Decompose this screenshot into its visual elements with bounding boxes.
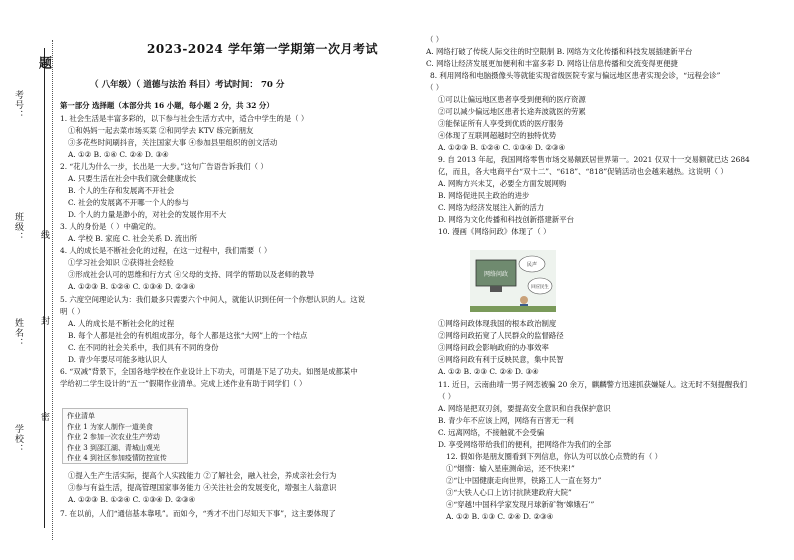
question-line: D. 网络为文化传播和科技创新搭建新平台 bbox=[438, 215, 575, 224]
question-line: ①学习社会知识 ②获得社会经验 bbox=[68, 258, 174, 267]
question-line: ①和妈妈一起去菜市场买菜 ②和同学去 KTV 练完新朋友 bbox=[68, 126, 254, 135]
question-line: 9. 自 2013 年起，我国网络零售市场交易额跃居世界第一。2021 仅双十一交易额就已达 2684 bbox=[438, 155, 750, 164]
question-line: 7. 在以前，人们“通信基本靠吼”。而如今，“秀才不出门尽知天下事”，这主要体现了 bbox=[60, 509, 336, 518]
screen-text: 网络问政 bbox=[483, 271, 509, 278]
question-line: 亿，而且，各大电商平台“双十二”、“618”、“818”促销活动也会越来越热。这说明（ ） bbox=[438, 167, 728, 176]
question-line: 6. “双减”背景下，全国各地学校在作业设计上下功夫，可谓是下足了功夫。如图是成都某中 bbox=[60, 367, 358, 376]
question-line: ③网络问政会影响政府的办事效率 bbox=[438, 343, 549, 352]
school-label: 学校： bbox=[13, 424, 23, 454]
question-line: D. 享受网络带给我们的便利，把网络作为我们的全部 bbox=[438, 440, 611, 449]
question-line: 8. 利用网络和电脑摄像头等就能实现省级医院专家与偏远地区患者实现会诊，“远程会诊” bbox=[430, 71, 721, 80]
homework-item: 作业 4 到社区参加疫情防控宣传 bbox=[67, 454, 167, 463]
question-line: C. 远离网络，不接触就不会受骗 bbox=[438, 428, 545, 437]
homework-item: 作业 1 为家人制作一道美食 bbox=[67, 422, 153, 431]
question-line: A. ①②③ B. ①②④ C. ①③④ D. ②③④ bbox=[68, 495, 196, 504]
question-line: A. 网购方兴未艾，必要全方面发展网购 bbox=[438, 179, 567, 188]
seal-char-feng: 封 bbox=[39, 316, 49, 326]
class-label: 班级： bbox=[13, 212, 23, 242]
seal-char-xian: 线 bbox=[39, 230, 49, 240]
question-line: ③能保证所有人享受到优质的医疗服务 bbox=[438, 119, 564, 128]
question-line: A. 网络打破了传统人际交往的时空限制 B. 网络为文化传播和科技发展插建新平台 bbox=[426, 47, 693, 56]
exam-info-line: （ 八年级）（ 道德与法治 科目）考试时间： 70 分 bbox=[90, 80, 285, 90]
question-line: B. 青少年不应该上网，网络有百害无一利 bbox=[438, 416, 574, 425]
binding-dotted-line bbox=[52, 40, 53, 540]
question-line: ①“烟惰：输入星座测命运，还不快来!” bbox=[446, 464, 575, 473]
question-line: ①网络问政体现我国的根本政治制度 bbox=[438, 319, 557, 328]
question-line: ③形成社会认可的思维和行方式 ④父母的支持、同学的帮助以及老师的教导 bbox=[68, 270, 315, 279]
question-line: 10. 漫画《网络问政》体现了（ ） bbox=[438, 227, 551, 236]
question-line: 学给初二学生设计的“五一”假期作业清单。完成上述作业有助于同学们（ ） bbox=[60, 379, 307, 388]
homework-item: 作业 3 到邵江湖、青城山观光 bbox=[67, 443, 160, 452]
exam-title: 2023-2024 学年第一学期第一次月考试 bbox=[147, 42, 378, 56]
question-line: 5. 六度空间理论认为：我们最多只需要六个中间人，就能认识到任何一个你想认识的人。这说 bbox=[60, 295, 366, 304]
ground-icon bbox=[470, 306, 556, 312]
question-line: A. ①②③ B. ①②④ C. ①③④ D. ②③④ bbox=[438, 143, 566, 152]
question-line: B. 网络促进民主政治的进步 bbox=[438, 191, 530, 200]
seal-char-ti: 题 bbox=[36, 56, 51, 70]
question-line: C. 网络让经济发展更加便利和丰富多彩 D. 网络让信息传播和交流变得更便捷 bbox=[426, 59, 678, 68]
question-line: C. 网络为经济发展注入新的活力 bbox=[438, 203, 545, 212]
question-line: A. 网络是把双刃剑，要提高安全意识和自我保护意识 bbox=[438, 404, 611, 413]
name-label: 姓名： bbox=[13, 318, 23, 348]
question-line: A. ①②③ B. ①②④ C. ①③④ D. ②③④ bbox=[68, 282, 196, 291]
question-line: （ ） bbox=[426, 83, 444, 92]
cartoon-illustration bbox=[470, 250, 556, 312]
question-line: ④“穿越!中国科学家发现月球新矿物‘嫦娥石’” bbox=[446, 500, 595, 509]
question-line: ②网络问政拓宽了人民群众的监督路径 bbox=[438, 331, 564, 340]
question-line: 1. 社会生活是丰富多彩的，以下参与社会生活方式中，适合中学生的是（ ） bbox=[60, 114, 309, 123]
question-line: D. 青少年要尽可能多地认识人 bbox=[68, 355, 168, 364]
binding-margin bbox=[0, 0, 58, 560]
section-heading: 第一部分 选择题（本部分共 16 小题，每小题 2 分，共 32 分） bbox=[60, 101, 274, 110]
question-line: 11. 近日，云南曲靖一男子网恋被骗 20 余万，麒麟警方迅速抓获嫌疑人。这无时不刻提醒我们 bbox=[438, 380, 748, 389]
computer-stand-icon bbox=[490, 286, 502, 292]
binding-line bbox=[44, 48, 45, 528]
question-line: （ ） bbox=[438, 392, 456, 401]
question-line: ③多花些时间刷抖音，关注国家大事 ④参加县里组织的创文活动 bbox=[68, 138, 278, 147]
bubble-text: 回应民生 bbox=[531, 285, 549, 290]
bubble-text: 民声 bbox=[526, 262, 538, 268]
question-line: A. 学校 B. 家庭 C. 社会关系 D. 流出所 bbox=[68, 234, 197, 243]
question-line: 4. 人的成长是不断社会化的过程，在这一过程中，我们需要（ ） bbox=[60, 246, 272, 255]
question-line: ④网络问政有利于反映民意，集中民智 bbox=[438, 355, 564, 364]
question-line: 12. 假如你是朋友圈看到下列信息，你认为可以放心点赞的有（ ） bbox=[446, 452, 663, 461]
seal-char-mi: 密 bbox=[39, 412, 49, 422]
question-line: B. 每个人都是社会的有机组成部分，每个人都是这张“大网”上的一个结点 bbox=[68, 331, 308, 340]
question-line: A. ①② B. ②③ C. ②④ D. ③④ bbox=[438, 367, 539, 376]
question-line: 3. 人的身份是（ ）中确定的。 bbox=[60, 222, 161, 231]
question-line: A. ①② B. ①④ C. ②④ D. ③④ bbox=[68, 150, 169, 159]
homework-item: 作业 2 参加一次农业生产劳动 bbox=[67, 433, 160, 442]
question-line: ①可以让偏远地区患者享受到便利的医疗资源 bbox=[438, 95, 586, 104]
exam-number-label: 考号： bbox=[13, 90, 23, 120]
homework-list-title: 作业清单 bbox=[67, 412, 95, 420]
question-line: ②“让中国健康走向世界，铁路工人一直在努力” bbox=[446, 476, 602, 485]
question-line: ④体现了互联网超越时空的独特优势 bbox=[438, 131, 557, 140]
question-line: （ ） bbox=[426, 35, 444, 44]
question-line: A. 只要生活在社会中我们就会健康成长 bbox=[68, 174, 197, 183]
homework-list-box bbox=[62, 408, 188, 464]
question-line: ③参与有益生活，提高管理国家事务能力 ④关注社会的发展变化，增强主人翁意识 bbox=[68, 483, 337, 492]
question-line: C. 社会的发展离不开哪一个人的参与 bbox=[68, 198, 189, 207]
question-line: D. 个人的力量是渺小的，对社会的发展作用不大 bbox=[68, 210, 227, 219]
question-line: ①提入生产生活实际，提高个人实践能力 ②了解社会，融入社会，养成亲社会行为 bbox=[68, 471, 337, 480]
question-line: A. 人的成长是不断社会化的过程 bbox=[68, 319, 175, 328]
question-line: 2. “花儿为什么一步，长出是一大步。”这句广告语告诉我们（ ） bbox=[60, 162, 268, 171]
person-head-icon bbox=[520, 296, 528, 304]
question-line: B. 个人的生存和发展离不开社会 bbox=[68, 186, 175, 195]
question-line: C. 在不同的社会关系中，我们具有不同的身份 bbox=[68, 343, 219, 352]
question-line: 明（ ） bbox=[60, 307, 85, 316]
question-line: ③“大铁人心口上访讨抗陕建政府大院” bbox=[446, 488, 572, 497]
question-line: ②可以减少偏远地区患者长途奔波就医的劳累 bbox=[438, 107, 586, 116]
question-line: A. ①② B. ①③ C. ②④ D. ②③④ bbox=[446, 512, 554, 521]
